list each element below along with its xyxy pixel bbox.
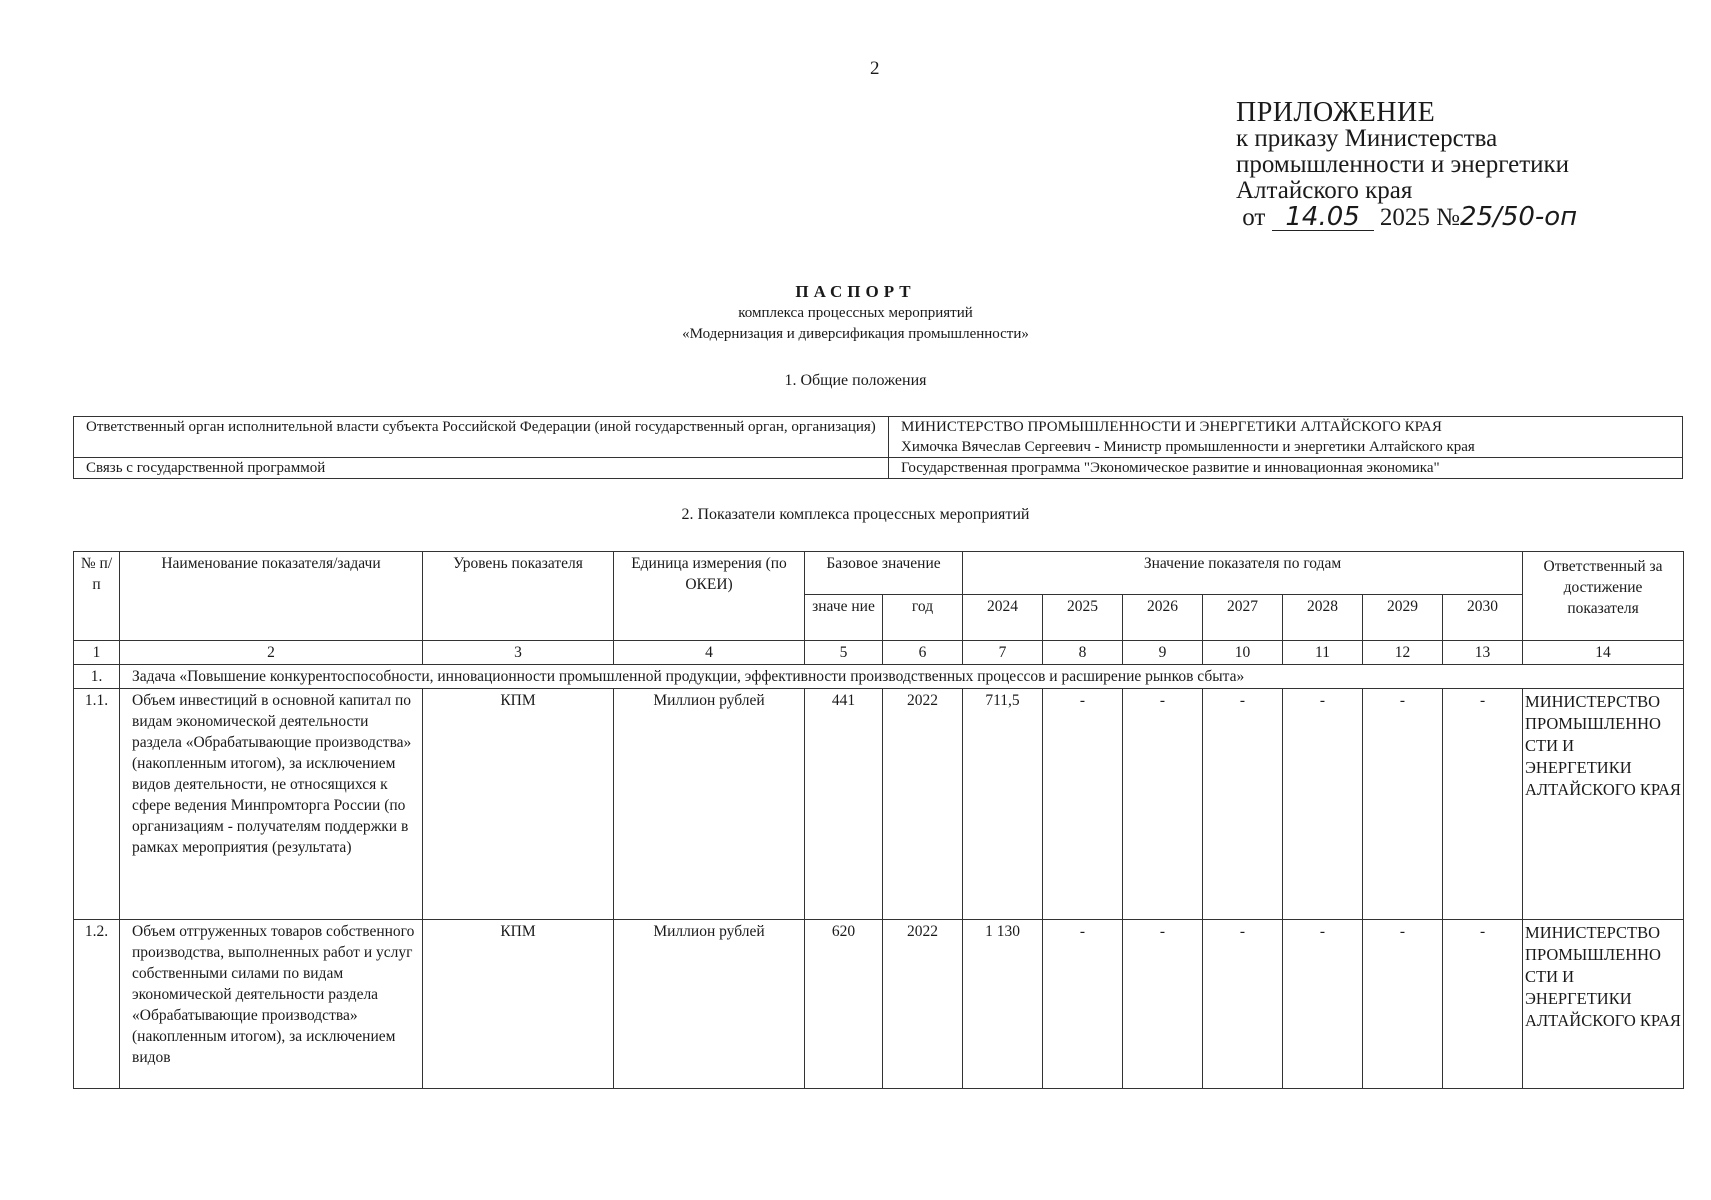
row-base-value: 441 [805, 689, 883, 920]
col-number: 9 [1123, 641, 1203, 665]
header-year-2028: 2028 [1283, 595, 1363, 641]
col-number: 10 [1203, 641, 1283, 665]
annex-line-3: Алтайского края [1236, 177, 1413, 204]
table-row [74, 417, 1683, 458]
row-base-year: 2022 [883, 920, 963, 1089]
row-name: Объем отгруженных товаров собственного производства, выполненных работ и услуг собственными силами по видам экономической деятельности раздела «Обрабатывающие производства» (накопленным итогом), за исключением видов [120, 920, 423, 1089]
annex-date: 14.05 [1272, 204, 1374, 231]
table-row [74, 458, 1683, 479]
col-number: 13 [1443, 641, 1523, 665]
header-years-group: Значение показателя по годам [963, 552, 1523, 595]
row-responsible: МИНИСТЕРСТВО ПРОМЫШЛЕННО СТИ И ЭНЕРГЕТИКИ АЛТАЙСКОГО КРАЯ [1523, 920, 1684, 1089]
row-base-year: 2022 [883, 689, 963, 920]
passport-subtitle-1: комплекса процессных мероприятий [738, 305, 973, 321]
row-level: КПМ [423, 920, 614, 1089]
annex-line-1: к приказу Министерства [1236, 125, 1498, 152]
general-value-responsible [889, 417, 1683, 458]
indicators-table [73, 551, 1684, 1089]
header-responsible: Ответственный за достижение показателя [1523, 552, 1684, 641]
row-value-2024: 1 130 [963, 920, 1043, 1089]
general-label-program: Связь с государственной программой [74, 458, 889, 479]
header-year-2029: 2029 [1363, 595, 1443, 641]
col-number: 7 [963, 641, 1043, 665]
responsible-minister: Химочка Вячеслав Сергеевич - Министр промышленности и энергетики Алтайского края [901, 439, 1475, 455]
table-row [74, 920, 1684, 1089]
row-value-2028: - [1283, 920, 1363, 1089]
general-value-program: Государственная программа "Экономическое развитие и инновационная экономика" [889, 458, 1683, 479]
row-value-2024: 711,5 [963, 689, 1043, 920]
col-number: 4 [614, 641, 805, 665]
row-value-2027: - [1203, 920, 1283, 1089]
passport-title: ПАСПОРТ [795, 282, 916, 301]
row-value-2029: - [1363, 689, 1443, 920]
column-number-row [74, 641, 1684, 665]
col-number: 6 [883, 641, 963, 665]
row-value-2026: - [1123, 689, 1203, 920]
row-value-2029: - [1363, 920, 1443, 1089]
header-year-2030: 2030 [1443, 595, 1523, 641]
row-value-2027: - [1203, 689, 1283, 920]
task-row [74, 665, 1684, 689]
row-unit: Миллион рублей [614, 920, 805, 1089]
col-number: 11 [1283, 641, 1363, 665]
task-text: Задача «Повышение конкурентоспособности, инновационности промышленной продукции, эффективности производственных процессов и расширение рынков сбыта» [120, 665, 1684, 689]
row-value-2025: - [1043, 920, 1123, 1089]
header-row [74, 552, 1684, 595]
col-number: 1 [74, 641, 120, 665]
header-year-2024: 2024 [963, 595, 1043, 641]
task-num: 1. [74, 665, 120, 689]
col-number: 3 [423, 641, 614, 665]
row-num: 1.1. [74, 689, 120, 920]
row-responsible: МИНИСТЕРСТВО ПРОМЫШЛЕННО СТИ И ЭНЕРГЕТИКИ АЛТАЙСКОГО КРАЯ [1523, 689, 1684, 920]
row-base-value: 620 [805, 920, 883, 1089]
header-name: Наименование показателя/задачи [120, 552, 423, 641]
header-year-2027: 2027 [1203, 595, 1283, 641]
header-year-2026: 2026 [1123, 595, 1203, 641]
annex-line-2: промышленности и энергетики [1236, 151, 1570, 178]
annex-date-prefix: от [1242, 204, 1266, 231]
annex-date-line [1236, 204, 1577, 231]
header-year-2025: 2025 [1043, 595, 1123, 641]
row-level: КПМ [423, 689, 614, 920]
header-level: Уровень показателя [423, 552, 614, 641]
row-num: 1.2. [74, 920, 120, 1089]
header-base: Базовое значение [805, 552, 963, 595]
section-2-title: 2. Показатели комплекса процессных мероприятий [681, 506, 1030, 523]
section-1-title: 1. Общие положения [784, 372, 927, 389]
row-value-2028: - [1283, 689, 1363, 920]
annex-block [1236, 97, 1578, 232]
header-base-value: значе ние [805, 595, 883, 641]
row-unit: Миллион рублей [614, 689, 805, 920]
annex-year: 2025 № [1379, 204, 1460, 231]
annex-order-number: 25/50-оп [1459, 202, 1578, 232]
header-base-year: год [883, 595, 963, 641]
passport-subtitle-2: «Модернизация и диверсификация промышленности» [682, 326, 1029, 342]
row-value-2025: - [1043, 689, 1123, 920]
col-number: 8 [1043, 641, 1123, 665]
col-number: 12 [1363, 641, 1443, 665]
row-value-2030: - [1443, 689, 1523, 920]
table-row [74, 689, 1684, 920]
row-value-2030: - [1443, 920, 1523, 1089]
responsible-ministry: МИНИСТЕРСТВО ПРОМЫШЛЕННОСТИ И ЭНЕРГЕТИКИ АЛТАЙСКОГО КРАЯ [901, 419, 1442, 435]
general-provisions-table [73, 416, 1683, 479]
annex-title: ПРИЛОЖЕНИЕ [1236, 97, 1436, 128]
col-number: 2 [120, 641, 423, 665]
general-label-responsible: Ответственный орган исполнительной власти субъекта Российской Федерации (иной государственный орган, организация) [74, 417, 889, 458]
col-number: 5 [805, 641, 883, 665]
row-value-2026: - [1123, 920, 1203, 1089]
header-num: № п/п [74, 552, 120, 641]
col-number: 14 [1523, 641, 1684, 665]
page-number: 2 [870, 58, 880, 79]
row-name: Объем инвестиций в основной капитал по видам экономической деятельности раздела «Обрабатывающие производства» (накопленным итогом), за исключением видов деятельности, не относящихся к сфере ведения Минпромторга России (по организациям - получателям поддержки в рамках мероприятия (результата) [120, 689, 423, 920]
header-unit: Единица измерения (по ОКЕИ) [614, 552, 805, 641]
